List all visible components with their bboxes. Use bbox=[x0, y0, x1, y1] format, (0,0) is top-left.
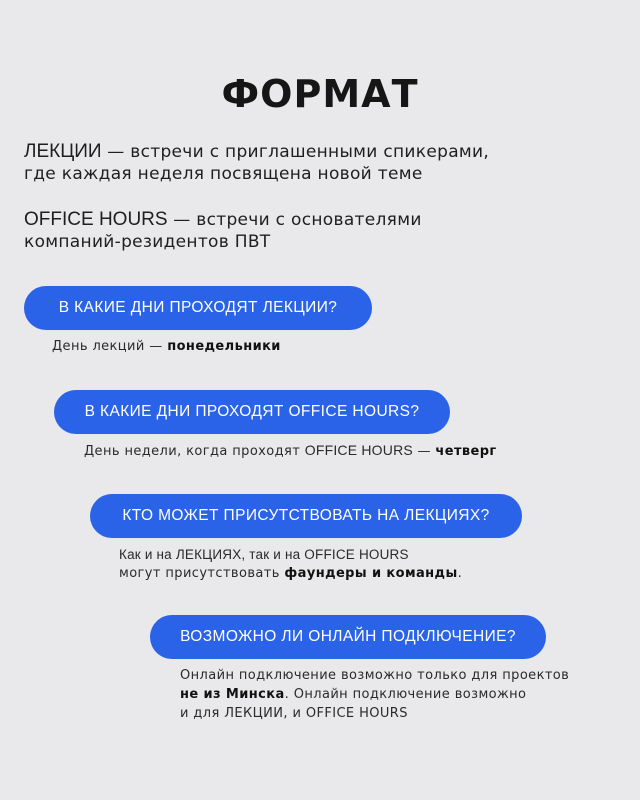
faq-answer-who-can-attend bbox=[119, 545, 462, 583]
intro-lectures bbox=[24, 141, 624, 185]
answer-highlight: понедельники bbox=[167, 339, 281, 354]
answer-highlight: не из Минска bbox=[180, 687, 285, 702]
answer-line-1: Онлайн подключение возможно только для проектов bbox=[180, 668, 570, 683]
intro-text-office-hours-2: компаний-резидентов ПВТ bbox=[24, 232, 271, 252]
answer-caps: OFFICE HOURS bbox=[304, 442, 413, 458]
intro-office-hours bbox=[24, 209, 624, 253]
intro-text-lectures-2: где каждая неделя посвящена новой теме bbox=[24, 164, 423, 184]
intro-text-lectures-1: — встречи с приглашенными спикерами, bbox=[101, 142, 490, 162]
answer-text: День недели, когда проходят bbox=[84, 444, 305, 459]
intro-label-lectures: ЛЕКЦИИ bbox=[24, 141, 102, 162]
answer-text: День лекций — bbox=[52, 339, 168, 354]
faq-answer-online bbox=[180, 666, 569, 723]
answer-text: . Онлайн подключение возможно bbox=[284, 687, 527, 702]
faq-answer-lecture-days bbox=[52, 337, 281, 356]
faq-answer-office-hours-days bbox=[84, 441, 497, 461]
faq-question-who-can-attend[interactable]: КТО МОЖЕТ ПРИСУТСТВОВАТЬ НА ЛЕКЦИЯХ? bbox=[90, 494, 522, 538]
answer-highlight: четверг bbox=[435, 444, 497, 459]
answer-text: могут присутствовать bbox=[119, 566, 285, 581]
answer-line-1: Как и на ЛЕКЦИЯХ, так и на OFFICE HOURS bbox=[119, 547, 409, 562]
page-title: ФОРМАТ bbox=[221, 72, 419, 116]
intro-text-office-hours-1: — встречи с основателями bbox=[167, 210, 422, 230]
faq-question-online[interactable]: ВОЗМОЖНО ЛИ ОНЛАЙН ПОДКЛЮЧЕНИЕ? bbox=[150, 615, 546, 659]
faq-question-office-hours-days[interactable]: В КАКИЕ ДНИ ПРОХОДЯТ OFFICE HOURS? bbox=[54, 390, 450, 434]
answer-text-2: — bbox=[412, 444, 436, 459]
answer-highlight: фаундеры и команды bbox=[284, 566, 458, 581]
intro-label-office-hours: OFFICE HOURS bbox=[24, 209, 168, 230]
faq-question-lecture-days[interactable]: В КАКИЕ ДНИ ПРОХОДЯТ ЛЕКЦИИ? bbox=[24, 286, 372, 330]
answer-line-3: и для ЛЕКЦИИ, и OFFICE HOURS bbox=[180, 706, 408, 721]
answer-text-2: . bbox=[457, 566, 463, 581]
